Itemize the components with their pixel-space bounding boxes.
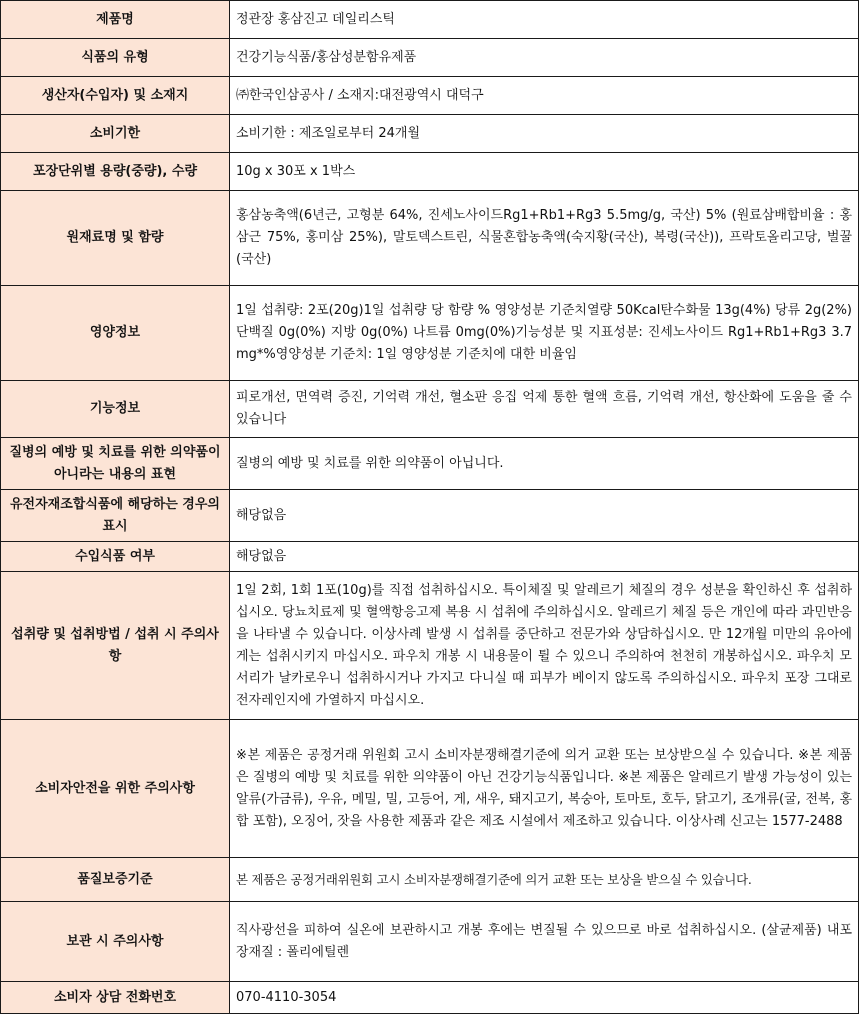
row-label: 유전자재조합식품에 해당하는 경우의 표시 (1, 490, 230, 542)
row-label: 소비기한 (1, 115, 230, 153)
row-value: ㈜한국인삼공사 / 소재지:대전광역시 대덕구 (230, 77, 859, 115)
row-not-medicine (1, 438, 859, 490)
row-label: 품질보증기준 (1, 858, 230, 902)
row-phone (1, 982, 859, 1014)
row-value: 10g x 30포 x 1박스 (230, 153, 859, 191)
row-expiry (1, 115, 859, 153)
row-gmo (1, 490, 859, 542)
row-label: 영양정보 (1, 286, 230, 381)
row-value: ※본 제품은 공정거래 위원회 고시 소비자분쟁해결기준에 의거 교환 또는 보상받으실 수 있습니다. ※본 제품은 질병의 예방 및 치료를 위한 의약품이 아닌 건강기능식품입니다. ※본 제품은 알레르기 발생 가능성이 있는 알류(가금류), 우유, 메밀, 밀, 고등어, 게, 새우, 돼지고기, 복숭아, 토마토, 호두, 닭고기, 조개류(굴, 전복, 홍합 포함), 오징어, 잣을 사용한 제품과 같은 제조 시설에서 제조하고 있습니다. 이상사례 신고는 1577-2488 (230, 720, 859, 858)
row-label: 원재료명 및 함량 (1, 191, 230, 286)
row-label: 식품의 유형 (1, 39, 230, 77)
row-intake-method (1, 572, 859, 720)
row-value: 홍삼농축액(6년근, 고형분 64%, 진세노사이드Rg1+Rb1+Rg3 5.5mg/g, 국산) 5% (원료삼배합비율 : 홍삼근 75%, 홍미삼 25%), 말토덱스트린, 식물혼합농축액(숙지황(국산), 복령(국산)), 프락토올리고당, 벌꿀(국산) (230, 191, 859, 286)
row-label: 기능정보 (1, 381, 230, 438)
row-quality-standard (1, 858, 859, 902)
row-label: 수입식품 여부 (1, 542, 230, 572)
row-value: 건강기능식품/홍삼성분함유제품 (230, 39, 859, 77)
row-value: 정관장 홍삼진고 데일리스틱 (230, 1, 859, 39)
row-value: 본 제품은 공정거래위원회 고시 소비자분쟁해결기준에 의거 교환 또는 보상을 받으실 수 있습니다. (230, 858, 859, 902)
row-label: 섭취량 및 섭취방법 / 섭취 시 주의사항 (1, 572, 230, 720)
row-consumer-safety (1, 720, 859, 858)
row-function (1, 381, 859, 438)
row-package-quantity (1, 153, 859, 191)
row-label: 소비자 상담 전화번호 (1, 982, 230, 1014)
row-value: 직사광선을 피하여 실온에 보관하시고 개봉 후에는 변질될 수 있으므로 바로 섭취하십시오. (살균제품) 내포장재질 : 폴리에틸렌 (230, 902, 859, 982)
row-food-type (1, 39, 859, 77)
row-value: 소비기한 : 제조일로부터 24개월 (230, 115, 859, 153)
row-value: 질병의 예방 및 치료를 위한 의약품이 아닙니다. (230, 438, 859, 490)
row-value: 해당없음 (230, 490, 859, 542)
row-value: 070-4110-3054 (230, 982, 859, 1014)
row-value: 피로개선, 면역력 증진, 기억력 개선, 혈소판 응집 억제 통한 혈액 흐름, 기억력 개선, 항산화에 도움을 줄 수 있습니다 (230, 381, 859, 438)
row-nutrition (1, 286, 859, 381)
row-label: 질병의 예방 및 치료를 위한 의약품이 아니라는 내용의 표현 (1, 438, 230, 490)
row-value: 1일 섭취량: 2포(20g)1일 섭취량 당 함량 % 영양성분 기준치열량 50Kcal탄수화물 13g(4%) 당류 2g(2%) 단백질 0g(0%) 지방 0g(0%) 나트륨 0mg(0%)기능성분 및 지표성분: 진세노사이드 Rg1+Rb1+Rg3 3.7mg*%영양성분 기준치: 1일 영양성분 기준치에 대한 비율임 (230, 286, 859, 381)
row-value: 해당없음 (230, 542, 859, 572)
row-label: 소비자안전을 위한 주의사항 (1, 720, 230, 858)
row-imported (1, 542, 859, 572)
row-label: 포장단위별 용량(중량), 수량 (1, 153, 230, 191)
row-product-name (1, 1, 859, 39)
row-label: 생산자(수입자) 및 소재지 (1, 77, 230, 115)
row-value: 1일 2회, 1회 1포(10g)를 직접 섭취하십시오. 특이체질 및 알레르기 체질의 경우 성분을 확인하신 후 섭취하십시오. 당뇨치료제 및 혈액항응고제 복용 시 섭취에 주의하십시오. 알레르기 체질 등은 개인에 따라 과민반응을 나타낼 수 있습니다. 이상사례 발생 시 섭취를 중단하고 전문가와 상담하십시오. 만 12개월 미만의 유아에게는 섭취시키지 마십시오. 파우치 개봉 시 내용물이 튈 수 있으니 주의하여 천천히 개봉하십시오. 파우치 모서리가 날카로우니 섭취하시거나 가지고 다니실 때 피부가 베이지 않도록 주의하십시오. 파우치 포장 그대로 전자레인지에 가열하지 마십시오. (230, 572, 859, 720)
row-storage (1, 902, 859, 982)
row-producer (1, 77, 859, 115)
row-ingredients (1, 191, 859, 286)
row-label: 제품명 (1, 1, 230, 39)
row-label: 보관 시 주의사항 (1, 902, 230, 982)
